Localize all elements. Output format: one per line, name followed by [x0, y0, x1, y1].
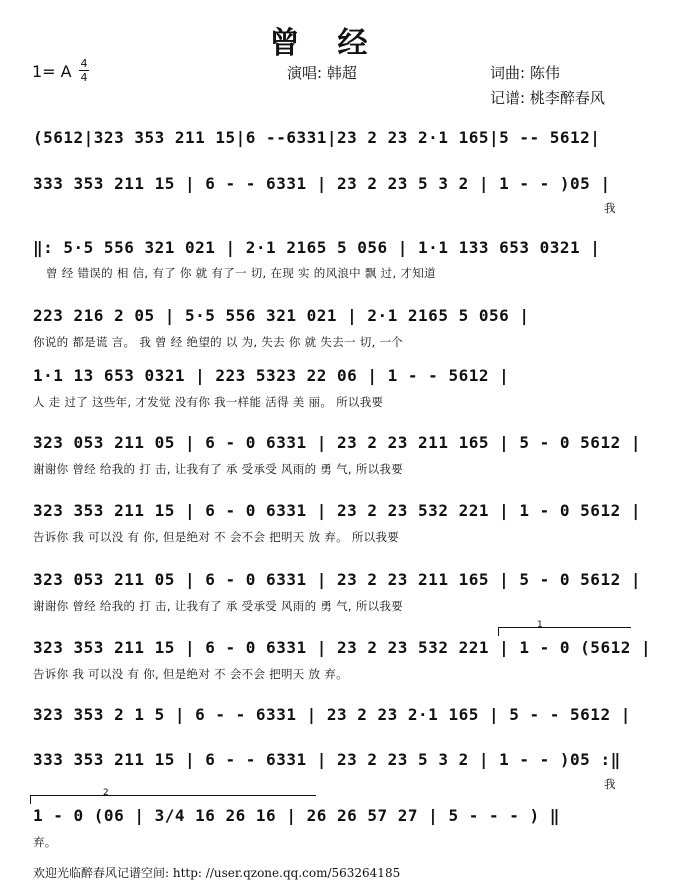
score-row-12-notes: 1 - 0 (06 | 3/4 16 26 16 | 26 26 57 27 | 5 - - - ) ‖ [33, 806, 560, 825]
second-ending-bracket [30, 788, 316, 804]
singer-credit: 演唱: 韩超 [287, 64, 357, 82]
first-ending-bracket [498, 620, 631, 636]
score-row-6-notes: 323 053 211 05 | 6 - 0 6331 | 23 2 23 211 165 | 5 - 0 5612 | [33, 433, 641, 452]
score-row-12-lyrics: 弃。 [33, 835, 57, 849]
score-row-7-lyrics: 告诉你 我 可以没 有 你, 但是绝对 不 会不会 把明天 放 弃。 所以我要 [33, 530, 400, 544]
score-row-2-lyrics: 我 [604, 201, 616, 215]
song-title: 曾经 [269, 26, 406, 61]
score-row-11-lyrics: 我 [604, 777, 616, 791]
score-row-11-notes: 333 353 211 15 | 6 - - 6331 | 23 2 23 5 3 2 | 1 - - )05 :‖ [33, 750, 621, 769]
footer-credit: 欢迎光临醉春风记谱空间: http: //user.qzone.qq.com/563264185 [33, 866, 401, 880]
time-signature-bottom: 4 [80, 71, 88, 84]
key-signature: 1= A [32, 62, 72, 81]
first-ending-number: 1 [537, 620, 543, 630]
score-row-2-notes: 333 353 211 15 | 6 - - 6331 | 23 2 23 5 3 2 | 1 - - )05 | [33, 174, 611, 193]
score-row-6-lyrics: 谢谢你 曾经 给我的 打 击, 让我有了 承 受承受 风雨的 勇 气, 所以我要 [33, 462, 404, 476]
score-row-9-lyrics: 告诉你 我 可以没 有 你, 但是绝对 不 会不会 把明天 放 弃。 [33, 667, 348, 681]
score-row-1-notes: (5612|323 353 211 15|6 --6331|23 2 23 2·1 165|5 -- 5612| [33, 128, 601, 147]
score-row-3-lyrics: 曾 经 错误的 相 信, 有了 你 就 有了一 切, 在现 实 的风浪中 飘 过, 才知道 [46, 266, 436, 280]
score-row-7-notes: 323 353 211 15 | 6 - 0 6331 | 23 2 23 532 221 | 1 - 0 5612 | [33, 501, 641, 520]
score-row-8-notes: 323 053 211 05 | 6 - 0 6331 | 23 2 23 211 165 | 5 - 0 5612 | [33, 570, 641, 589]
score-row-10-notes: 323 353 2 1 5 | 6 - - 6331 | 23 2 23 2·1 165 | 5 - - 5612 | [33, 705, 631, 724]
score-row-4-notes: 223 216 2 05 | 5·5 556 321 021 | 2·1 2165 5 056 | [33, 306, 530, 325]
score-row-5-notes: 1·1 13 653 0321 | 223 5323 22 06 | 1 - - 5612 | [33, 366, 510, 385]
time-signature-top: 4 [80, 57, 88, 70]
score-row-4-lyrics: 你说的 都是谎 言。 我 曾 经 绝望的 以 为, 失去 你 就 失去一 切, 一个 [33, 335, 404, 349]
transcriber-credit: 记谱: 桃李醉春风 [490, 89, 605, 107]
score-row-3-notes: ‖: 5·5 556 321 021 | 2·1 2165 5 056 | 1·1 133 653 0321 | [33, 238, 601, 257]
score-row-5-lyrics: 人 走 过了 这些年, 才发觉 没有你 我一样能 活得 美 丽。 所以我要 [33, 395, 384, 409]
score-row-8-lyrics: 谢谢你 曾经 给我的 打 击, 让我有了 承 受承受 风雨的 勇 气, 所以我要 [33, 599, 404, 613]
second-ending-number: 2 [103, 788, 109, 798]
time-signature [78, 58, 90, 83]
composer-credit: 词曲: 陈伟 [490, 64, 560, 82]
score-row-9-notes: 323 353 211 15 | 6 - 0 6331 | 23 2 23 532 221 | 1 - 0 (5612 | [33, 638, 652, 657]
